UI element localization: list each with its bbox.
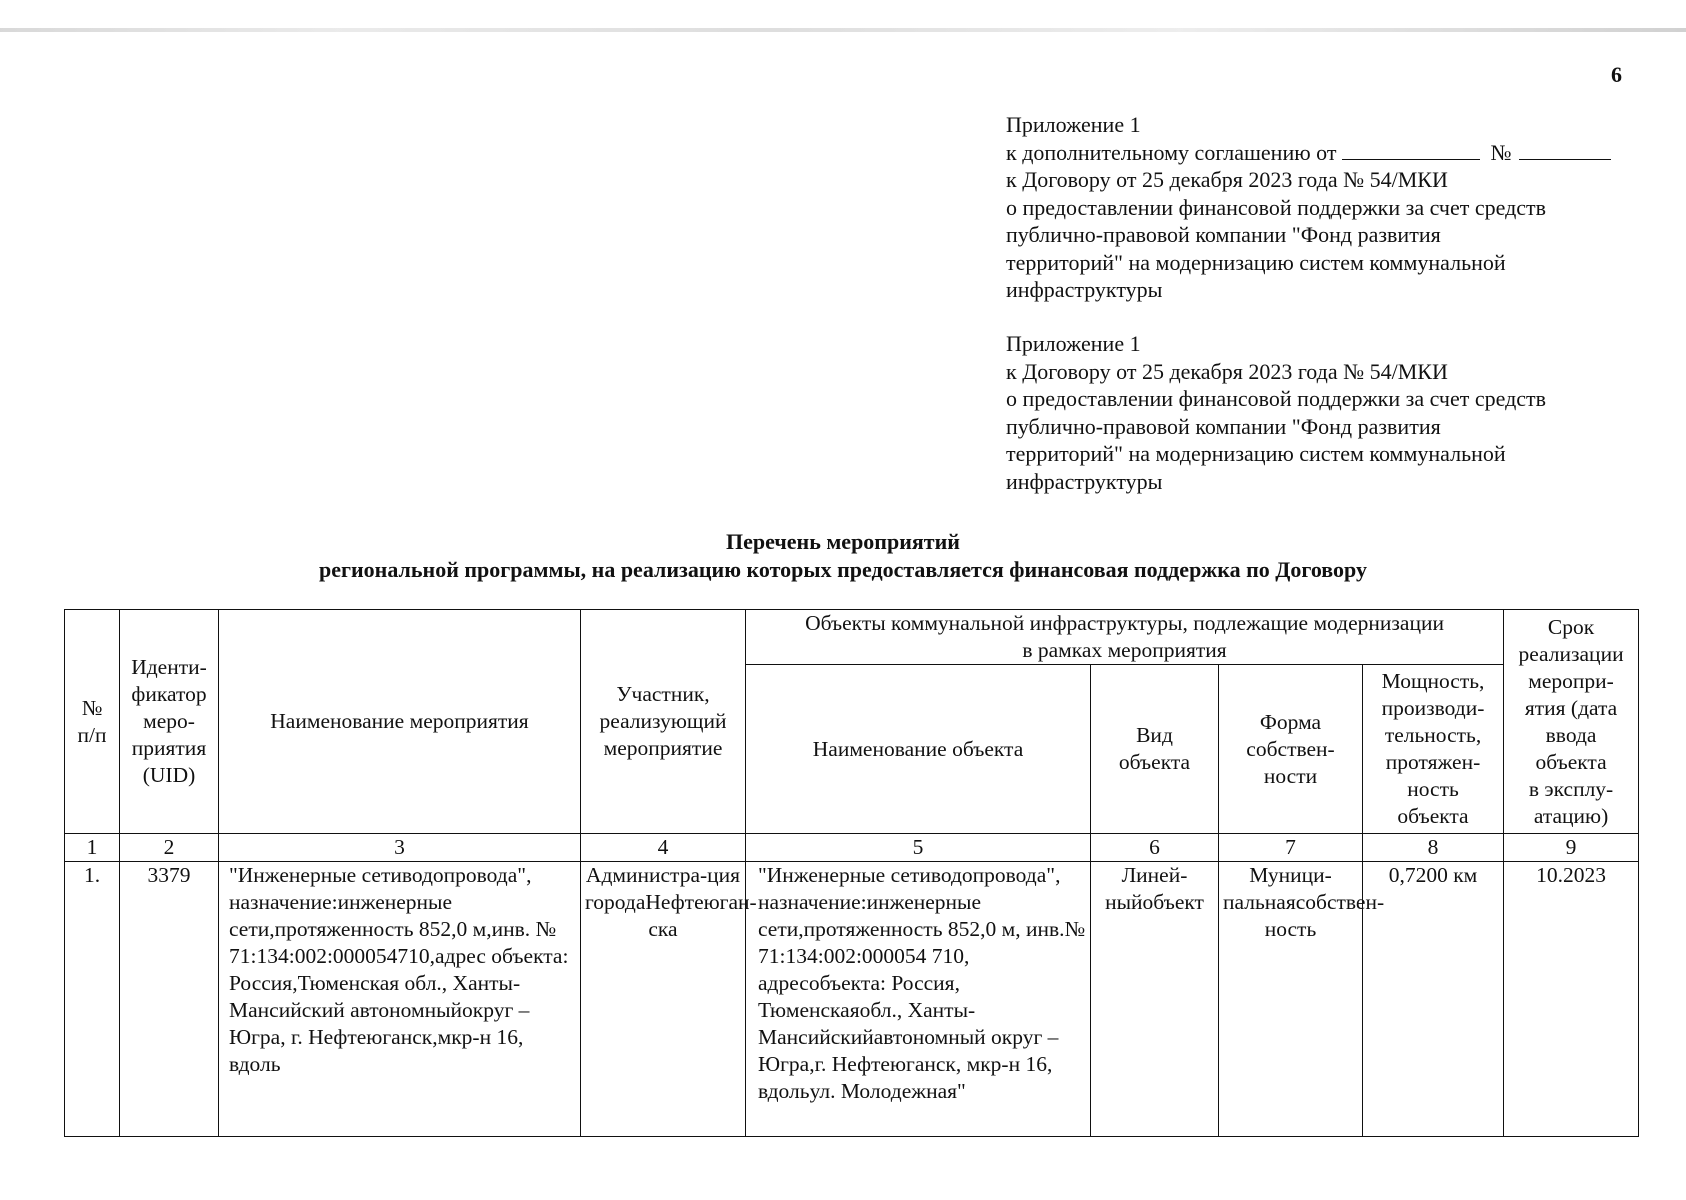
table-row [65,862,1639,1137]
header-objects-group: Объекты коммунальной инфраструктуры, подлежащие модернизации в рамках мероприятия [746,610,1504,665]
header-capacity: Мощность, производи- тельность, протяжен- ность объекта [1363,665,1504,834]
row-number: 1. [65,862,120,1137]
header-participant: Участник, реализующий мероприятие [581,610,746,834]
column-number: 7 [1219,834,1363,862]
appendix-2-block [1006,330,1546,495]
appendix-1-line: к дополнительному соглашению от [1006,139,1337,165]
appendix-1-block [1006,111,1611,304]
appendix-1-line: территорий" на модернизацию систем коммунальной [1006,249,1506,275]
row-participant: Администра-ция городаНефтеюган-ска [581,862,746,1137]
appendix-2-line: Приложение 1 [1006,331,1141,356]
page-number: 6 [1611,62,1622,87]
row-object-type: Линей-ныйобъект [1091,862,1219,1137]
column-number: 1 [65,834,120,862]
appendix-1-line: публично-правовой компании "Фонд развития [1006,222,1441,247]
column-number: 8 [1363,834,1504,862]
scan-edge [0,28,1686,32]
header-number: № п/п [65,610,120,834]
events-table [64,609,1639,1137]
row-capacity: 0,7200 км [1363,862,1504,1137]
appendix-1-line: к Договору от 25 декабря 2023 года № 54/МКИ [1006,167,1448,192]
header-object-type: Вид объекта [1091,665,1219,834]
title-line-2: региональной программы, на реализацию которых предоставляется финансовая поддержка по Договору [319,557,1367,582]
header-ownership: Форма собствен- ности [1219,665,1363,834]
column-number: 3 [219,834,581,862]
appendix-2-line: к Договору от 25 декабря 2023 года № 54/МКИ [1006,358,1448,384]
appendix-2-line: территорий" на модернизацию систем коммунальной [1006,441,1506,466]
appendix-2-line: о предоставлении финансовой поддержки за счет средств [1006,386,1547,411]
column-numbers-row [65,834,1639,862]
header-deadline: Срок реализации меропри- ятия (дата ввода объекта в эксплу- атацию) [1504,610,1639,834]
appendix-2-line: публично-правовой компании "Фонд развития [1006,413,1441,439]
appendix-2-line: инфраструктуры [1006,468,1163,494]
appendix-1-line: Приложение 1 [1006,112,1141,137]
column-number: 2 [120,834,219,862]
title-line-1: Перечень мероприятий [726,529,960,554]
column-number: 4 [581,834,746,862]
column-number: 5 [746,834,1091,862]
row-ownership: Муници-пальнаясобствен-ность [1219,862,1363,1137]
number-sign: № [1490,139,1512,165]
appendix-1-line: о предоставлении финансовой поддержки за счет средств [1006,194,1547,220]
column-number: 6 [1091,834,1219,862]
appendix-1-agreement-line [1006,139,1611,167]
column-number: 9 [1504,834,1639,862]
header-object-name: Наименование объекта [746,665,1091,834]
appendix-1-line: инфраструктуры [1006,277,1163,302]
row-deadline: 10.2023 [1504,862,1639,1137]
row-object-name: "Инженерные сетиводопровода", назначение:инженерные сети,протяженность 852,0 м, инв.№ 71:134:002:000054 710, адресобъекта: Россия, Тюменскаяобл., Ханты-Мансийскийавтономный округ – Югра,г. Нефтеюганск, мкр-н 16, вдольул. Молодежная" [746,862,1091,1137]
row-event-name: "Инженерные сетиводопровода", назначение:инженерные сети,протяженность 852,0 м,инв. № 71:134:002:000054710,адрес объекта: Россия,Тюменская обл., Ханты-Мансийский автономныйокруг – Югра, г. Нефтеюганск,мкр-н 16, вдоль [219,862,581,1137]
date-blank [1342,159,1480,160]
header-uid: Иденти- фикатор меро- приятия (UID) [120,610,219,834]
document-title [60,528,1626,584]
header-event-name: Наименование мероприятия [219,610,581,834]
number-blank [1519,159,1611,160]
row-uid: 3379 [120,862,219,1137]
